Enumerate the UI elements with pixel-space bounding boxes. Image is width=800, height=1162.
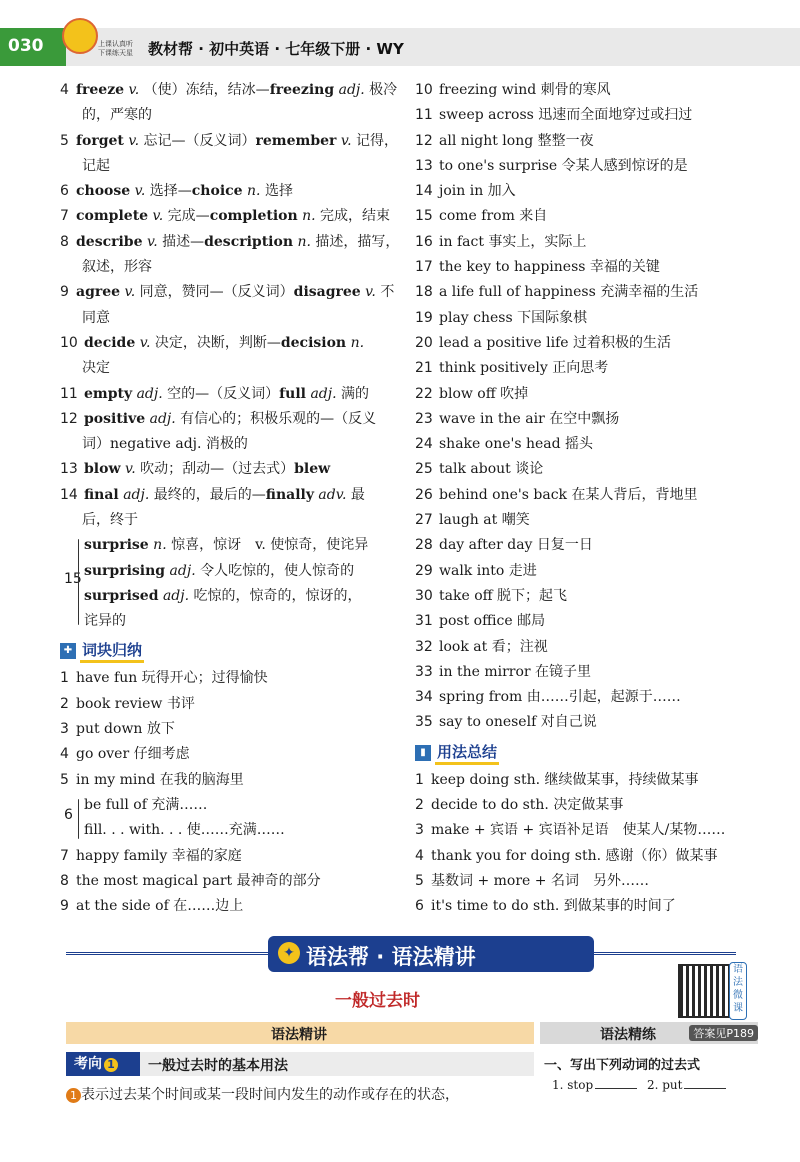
part-of-speech: v. xyxy=(340,132,352,149)
derived-word: choice xyxy=(191,183,243,200)
brace xyxy=(78,539,79,625)
item-number: 35 xyxy=(415,714,433,731)
vocab-item xyxy=(60,129,412,154)
mascot-slogan: 上课认真听 下课练天星 xyxy=(98,40,133,57)
answer-reference: 答案见P189 xyxy=(689,1025,758,1041)
usage-item-text: keep doing sth. 继续做某事，持续做某事 xyxy=(431,771,699,788)
phrase-item-text: behind one's back 在某人背后，背地里 xyxy=(439,486,698,503)
phrase-item xyxy=(415,584,775,609)
phrase-item-text: wave in the air 在空中飘扬 xyxy=(439,410,620,427)
banner-title: 语法帮 · 语法精讲 xyxy=(306,945,476,969)
vocab-continuation: 记起 xyxy=(82,157,110,174)
item-number: 29 xyxy=(415,562,433,579)
headword: describe xyxy=(76,233,143,250)
phrase-item-text: in fact 事实上，实际上 xyxy=(439,233,587,250)
phrase-item-text: to one's surprise 令某人感到惊讶的是 xyxy=(439,157,688,174)
phrase-item-text: day after day 日复一日 xyxy=(439,537,593,554)
meaning: 最终的，最后的— xyxy=(149,486,266,503)
meaning: 令人吃惊的，使人惊奇的 xyxy=(195,562,355,579)
item-number: 6 xyxy=(64,806,73,823)
meaning: 决定，决断，判断— xyxy=(150,334,281,351)
usage-item xyxy=(415,818,775,843)
item-number: 3 xyxy=(415,822,424,839)
vocab-continuation: 决定 xyxy=(82,360,110,377)
item-number: 6 xyxy=(60,183,69,200)
part-of-speech: adj. xyxy=(149,410,176,427)
item-number: 14 xyxy=(415,183,433,200)
section-title: 用法总结 xyxy=(435,741,499,765)
grammar-topic: 一般过去时 xyxy=(335,991,420,1011)
item-number: 22 xyxy=(415,385,433,402)
phrase-item xyxy=(60,666,412,691)
phrase-item-text: look at 看；注视 xyxy=(439,638,548,655)
phrase-item-6 xyxy=(60,793,412,844)
vocab-item xyxy=(60,204,412,229)
book-title: 教材帮 · 初中英语 · 七年级下册 · WY xyxy=(148,40,404,58)
phrase-item xyxy=(415,483,775,508)
phrase-item xyxy=(60,742,412,767)
tab-grammar-practice xyxy=(540,1022,758,1044)
derived-word: remember xyxy=(255,132,337,149)
item-number: 13 xyxy=(415,157,433,174)
item-number: 15 xyxy=(415,208,433,225)
phrase-item-text: the most magical part 最神奇的部分 xyxy=(76,873,321,890)
phrase-item-text: sweep across 迅速而全面地穿过或扫过 xyxy=(439,107,693,124)
vocab-list xyxy=(60,78,412,533)
meaning: 满的 xyxy=(336,385,369,402)
vocab-item xyxy=(60,382,412,407)
item-number: 5 xyxy=(60,132,69,149)
vocab-item xyxy=(60,280,412,305)
usage-item xyxy=(415,793,775,818)
vocab-item xyxy=(60,457,412,482)
phrase-item-text: in my mind 在我的脑海里 xyxy=(76,771,244,788)
item-number: 8 xyxy=(60,873,69,890)
star-mascot-icon xyxy=(62,18,98,54)
item-number: 8 xyxy=(60,233,69,250)
headword: surprise xyxy=(84,537,149,554)
phrase-item-text: the key to happiness 幸福的关键 xyxy=(439,259,660,276)
headword: empty xyxy=(84,385,133,402)
derived-word: description xyxy=(204,233,293,250)
item-number: 31 xyxy=(415,613,433,630)
phrase-item-text: laugh at 嘲笑 xyxy=(439,512,530,529)
usage-item-text: make + 宾语 + 宾语补足语 使某人/某物…… xyxy=(431,822,726,839)
phrase-item-text: freezing wind 刺骨的寒风 xyxy=(439,82,611,98)
grammar-banner xyxy=(66,936,736,972)
usage-item xyxy=(415,894,775,919)
phrase-item xyxy=(415,382,775,407)
phrase-item-text: walk into 走进 xyxy=(439,562,537,579)
meaning: 记得， xyxy=(351,132,399,149)
headword: surprising xyxy=(84,562,166,579)
item-number: 18 xyxy=(415,284,433,301)
phrase-item xyxy=(415,255,775,280)
meaning: 描述— xyxy=(157,233,205,250)
phrase-item xyxy=(415,280,775,305)
meaning: 描述，描写， xyxy=(310,233,400,250)
phrase-item xyxy=(415,559,775,584)
tab-label: 语法精练 xyxy=(600,1027,656,1043)
usage-item-text: decide to do sth. 决定做某事 xyxy=(431,797,624,814)
item-number: 25 xyxy=(415,461,433,478)
rule-text: 表示过去某个时间或某一段时间内发生的动作或存在的状态， xyxy=(81,1087,459,1103)
derived-word: disagree xyxy=(293,284,361,301)
part-of-speech: v. xyxy=(124,284,136,301)
meaning: 不 xyxy=(375,284,395,301)
usage-item xyxy=(415,844,775,869)
item-number: 28 xyxy=(415,537,433,554)
usage-item-text: it's time to do sth. 到做某事的时间了 xyxy=(431,898,676,915)
phrase-item xyxy=(415,533,775,558)
phrase-item-text: shake one's head 摇头 xyxy=(439,436,594,453)
part-of-speech: n. xyxy=(153,537,167,554)
meaning: 忘记—（反义词） xyxy=(139,132,256,149)
phrase-item xyxy=(415,306,775,331)
qr-label: 语法微课 xyxy=(729,962,747,1020)
answer-blank[interactable] xyxy=(684,1088,726,1089)
meaning: 同意，赞同—（反义词） xyxy=(135,284,294,301)
part-of-speech: v. xyxy=(152,208,164,225)
item-number: 33 xyxy=(415,663,433,680)
item-number: 3 xyxy=(60,720,69,737)
phrase-item xyxy=(415,78,775,103)
item-number: 19 xyxy=(415,309,433,326)
item-number: 23 xyxy=(415,410,433,427)
meaning: 最 xyxy=(346,486,365,503)
item-number: 14 xyxy=(60,486,78,503)
vocab-continuation: 词）negative adj. 消极的 xyxy=(82,436,248,453)
section-usage xyxy=(415,740,775,766)
phrase-item xyxy=(60,692,412,717)
meaning: 选择 xyxy=(260,183,293,200)
section-title: 词块归纳 xyxy=(80,639,144,663)
item-number: 10 xyxy=(415,82,433,98)
item-number: 9 xyxy=(60,284,69,301)
meaning: 吹动；刮动—（过去式） xyxy=(135,461,295,478)
usage-item-text: thank you for doing sth. 感谢（你）做某事 xyxy=(431,847,718,864)
item-number: 24 xyxy=(415,436,433,453)
part-of-speech: v. xyxy=(124,461,136,478)
rule-number: 1 xyxy=(66,1088,81,1103)
phrase-item-text: post office 邮局 xyxy=(439,613,546,630)
phrase-item xyxy=(415,457,775,482)
phrase-item xyxy=(415,635,775,660)
item-number: 10 xyxy=(60,334,78,351)
part-of-speech: adj. xyxy=(162,587,190,604)
item-number: 34 xyxy=(415,689,433,706)
phrase-item xyxy=(415,230,775,255)
vocab-15-line xyxy=(84,533,412,558)
vocab-continuation: 叙述，形容 xyxy=(82,259,152,276)
exercise-title: 一、写出下列动词的过去式 xyxy=(544,1058,701,1073)
left-column xyxy=(60,78,412,920)
item-number: 9 xyxy=(60,898,69,915)
part-of-speech: adj. xyxy=(123,486,150,503)
phrase-item xyxy=(60,869,412,894)
vocab-item xyxy=(60,407,412,432)
phrase-item-text: talk about 谈论 xyxy=(439,461,544,478)
phrase-item-text: in the mirror 在镜子里 xyxy=(439,663,592,680)
kaoxiang-title: 一般过去时的基本用法 xyxy=(148,1058,288,1074)
vocab-15-line xyxy=(84,559,412,584)
derived-word: decision xyxy=(280,334,347,351)
meaning: 诧异的 xyxy=(84,613,126,630)
phrase-item-text: have fun 玩得开心；过得愉快 xyxy=(76,670,268,687)
part-of-speech: adv. xyxy=(318,486,347,503)
derived-word: finally xyxy=(265,486,314,503)
meaning: （使）冻结，结冰— xyxy=(139,82,270,98)
item-number: 32 xyxy=(415,638,433,655)
vocab-item xyxy=(60,179,412,204)
part-of-speech: v. xyxy=(139,334,151,351)
phrase-item-text: spring from 由……引起，起源于…… xyxy=(439,689,681,706)
part-of-speech: v. xyxy=(128,132,140,149)
part-of-speech: adj. xyxy=(338,82,365,98)
puzzle-icon: ✚ xyxy=(60,643,76,659)
item-number: 11 xyxy=(60,385,78,402)
phrase-item-text: put down 放下 xyxy=(76,720,175,737)
usage-item xyxy=(415,869,775,894)
part-of-speech: v. xyxy=(365,284,376,301)
phrase-item xyxy=(415,356,775,381)
phrase-item xyxy=(415,331,775,356)
part-of-speech: n. xyxy=(247,183,261,200)
derived-word: completion xyxy=(209,208,298,225)
phrase-6a: be full of 充满…… xyxy=(84,796,208,813)
part-of-speech: adj. xyxy=(169,562,196,579)
phrase-item-text: think positively 正向思考 xyxy=(439,360,609,377)
part-of-speech: v. xyxy=(146,233,158,250)
item-number: 6 xyxy=(415,898,424,915)
right-column xyxy=(415,78,775,920)
part-of-speech: adj. xyxy=(310,385,337,402)
answer-blank[interactable] xyxy=(595,1088,637,1089)
headword: decide xyxy=(84,334,136,351)
item-number: 2 xyxy=(415,797,424,814)
phrase-item-text: take off 脱下；起飞 xyxy=(439,587,568,604)
phrase-item-text: play chess 下国际象棋 xyxy=(439,309,588,326)
item-number: 20 xyxy=(415,334,433,351)
vocab-item xyxy=(60,483,412,508)
item-number: 7 xyxy=(60,208,69,225)
item-number: 16 xyxy=(415,233,433,250)
phrase-item xyxy=(60,717,412,742)
phrase-item xyxy=(60,844,412,869)
part-of-speech: n. xyxy=(297,233,311,250)
brace xyxy=(78,799,79,839)
phrase-item xyxy=(415,407,775,432)
derived-word: full xyxy=(279,385,306,402)
item-number: 7 xyxy=(60,847,69,864)
vocab-item-15 xyxy=(60,533,412,634)
exercise-items: 1. stop 2. put xyxy=(552,1078,732,1092)
phrase-item xyxy=(415,660,775,685)
phrase-item-text: lead a positive life 过着积极的生活 xyxy=(439,334,671,351)
headword: agree xyxy=(76,284,121,301)
part-of-speech: v. xyxy=(128,82,140,98)
headword: final xyxy=(84,486,119,503)
phrase-item xyxy=(60,768,412,793)
item-number: 1 xyxy=(60,670,69,687)
headword: forget xyxy=(76,132,124,149)
phrase-item xyxy=(415,103,775,128)
derived-word: freezing xyxy=(269,82,335,98)
item-number: 5 xyxy=(60,771,69,788)
phrase-item-text: come from 来自 xyxy=(439,208,548,225)
phrase-item xyxy=(415,685,775,710)
phrase-item-text: join in 加入 xyxy=(439,183,516,200)
vocab-continuation: 同意 xyxy=(82,309,110,326)
phrase-item-text: book review 书评 xyxy=(76,695,195,712)
phrase-item xyxy=(415,179,775,204)
section-phrases xyxy=(60,638,412,664)
item-number: 30 xyxy=(415,587,433,604)
meaning: 完成，结束 xyxy=(315,208,391,225)
headword: positive xyxy=(84,410,146,427)
phrase-item xyxy=(415,204,775,229)
phrase-item-text: at the side of 在……边上 xyxy=(76,898,244,915)
item-number: 4 xyxy=(60,82,69,98)
qr-code-icon[interactable] xyxy=(678,964,732,1018)
part-of-speech: n. xyxy=(350,334,365,351)
item-number: 27 xyxy=(415,512,433,529)
item-number: 2 xyxy=(60,695,69,712)
vocab-item xyxy=(60,78,412,103)
phrase-item xyxy=(415,609,775,634)
meaning: 有信心的；积极乐观的—（反义 xyxy=(175,410,377,427)
meaning: 惊喜，惊讶 v. 使惊奇，使诧异 xyxy=(166,537,369,554)
phrase-item-text: all night long 整整一夜 xyxy=(439,132,594,149)
item-number: 17 xyxy=(415,259,433,276)
phrase-item-text: blow off 吹掉 xyxy=(439,385,529,402)
kaoxiang-header xyxy=(66,1052,534,1076)
tab-grammar-lecture xyxy=(66,1022,534,1044)
phrase-item-text: happy family 幸福的家庭 xyxy=(76,847,242,864)
meaning: 空的—（反义词） xyxy=(162,385,280,402)
book-icon: ▮ xyxy=(415,745,431,761)
page-number: 030 xyxy=(8,36,44,56)
usage-item xyxy=(415,768,775,793)
item-number: 12 xyxy=(415,132,433,149)
phrase-item xyxy=(415,129,775,154)
meaning: 吃惊的，惊奇的，惊讶的， xyxy=(189,587,362,604)
headword: blow xyxy=(84,461,121,478)
item-number: 1 xyxy=(415,771,424,788)
headword: complete xyxy=(76,208,149,225)
item-number: 15 xyxy=(64,571,82,588)
vocab-15-line xyxy=(84,584,412,609)
item-number: 12 xyxy=(60,410,78,427)
item-number: 4 xyxy=(415,847,424,864)
phrase-6b: fill. . . with. . . 使……充满…… xyxy=(84,822,285,839)
headword: surprised xyxy=(84,587,159,604)
vocab-item xyxy=(60,230,412,255)
tab-label: 语法精讲 xyxy=(271,1027,327,1043)
vocab-15-line xyxy=(84,609,412,634)
headword: choose xyxy=(76,183,131,200)
item-number: 26 xyxy=(415,486,433,503)
vocab-item xyxy=(60,331,412,356)
kaoxiang-tag: 考向 1 xyxy=(66,1052,140,1076)
item-number: 5 xyxy=(415,872,424,889)
derived-word: blew xyxy=(294,461,331,478)
vocab-continuation: 的，严寒的 xyxy=(82,107,152,124)
phrase-item xyxy=(415,432,775,457)
item-number: 13 xyxy=(60,461,78,478)
vocab-continuation: 后，终于 xyxy=(82,512,138,529)
phrase-item xyxy=(415,710,775,735)
page-header xyxy=(0,0,800,66)
phrase-item-text: a life full of happiness 充满幸福的生活 xyxy=(439,284,699,301)
item-number: 11 xyxy=(415,107,433,124)
usage-item-text: 基数词 + more + 名词 另外…… xyxy=(431,872,649,889)
item-number: 21 xyxy=(415,360,433,377)
meaning: 极冷 xyxy=(364,82,398,98)
phrase-item-text: go over 仔细考虑 xyxy=(76,746,190,763)
part-of-speech: n. xyxy=(302,208,316,225)
phrase-item-text: say to oneself 对自己说 xyxy=(439,714,597,731)
headword: freeze xyxy=(76,82,125,98)
part-of-speech: v. xyxy=(134,183,146,200)
meaning: 选择— xyxy=(145,183,192,200)
meaning: 完成— xyxy=(163,208,210,225)
part-of-speech: adj. xyxy=(136,385,163,402)
phrase-item xyxy=(60,894,412,919)
phrase-item xyxy=(415,154,775,179)
lightbulb-icon: ✦ xyxy=(278,942,300,964)
item-number: 4 xyxy=(60,746,69,763)
phrase-item xyxy=(415,508,775,533)
rule-1 xyxy=(66,1084,536,1104)
